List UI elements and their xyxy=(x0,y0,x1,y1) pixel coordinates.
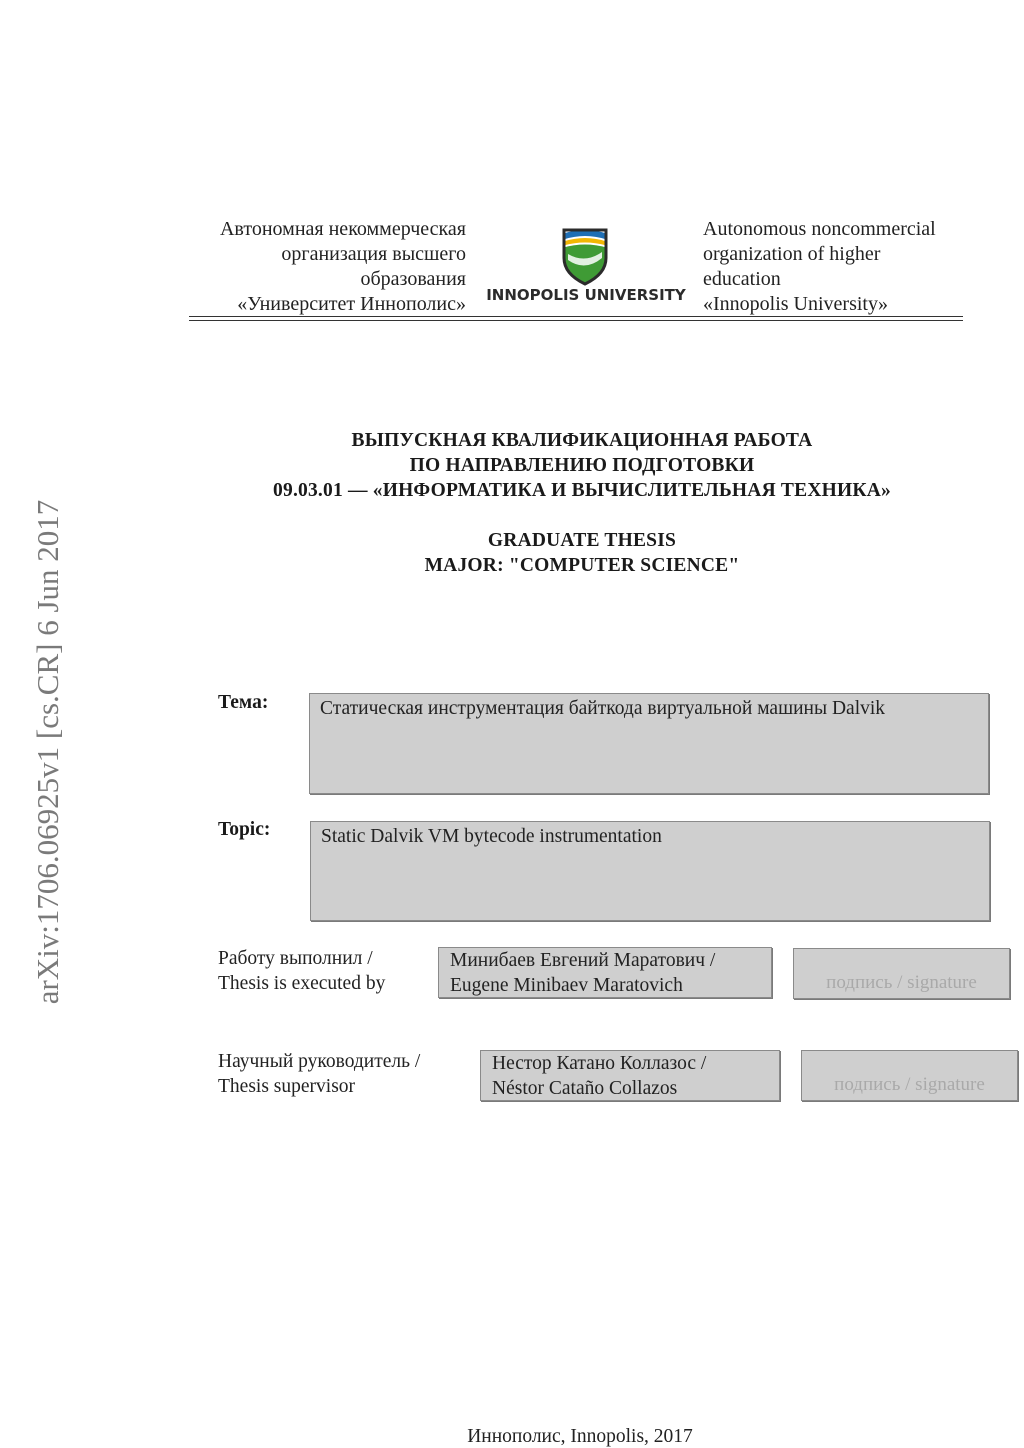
arxiv-side-stamp: arXiv:1706.06925v1 [cs.CR] 6 Jun 2017 xyxy=(30,499,65,1005)
header-ru-line: Автономная некоммерческая xyxy=(219,218,466,240)
header-org-en xyxy=(703,217,973,317)
header-en-line: «Innopolis University» xyxy=(703,293,888,315)
signature-placeholder: подпись / signature xyxy=(834,1074,985,1095)
en-title-line: GRADUATE THESIS xyxy=(487,530,677,551)
header-rule xyxy=(189,320,963,321)
supervisor-name-line: Нестор Катано Коллазос / xyxy=(492,1053,707,1074)
supervisor-label xyxy=(218,1049,420,1099)
supervisor-name-line: Néstor Cataño Collazos xyxy=(492,1078,678,1099)
executed-by-name-field xyxy=(438,947,772,998)
header-ru-line: организация высшего xyxy=(281,243,466,265)
footer-place-year: Иннополис, Innopolis, 2017 xyxy=(467,1426,693,1447)
tema-label: Тема: xyxy=(218,692,269,713)
topic-value: Static Dalvik VM bytecode instrumentation xyxy=(321,826,662,847)
supervisor-label-line: Научный руководитель / xyxy=(218,1051,421,1072)
supervisor-signature-field xyxy=(801,1050,1018,1101)
signature-placeholder: подпись / signature xyxy=(826,972,977,993)
header-en-line: organization of higher xyxy=(703,243,881,265)
ru-title-line: ВЫПУСКНАЯ КВАЛИФИКАЦИОННАЯ РАБОТА xyxy=(351,430,813,451)
ru-title-line: 09.03.01 — «ИНФОРМАТИКА И ВЫЧИСЛИТЕЛЬНАЯ ТЕХНИКА» xyxy=(273,480,891,501)
supervisor-label-line: Thesis supervisor xyxy=(218,1076,356,1097)
tema-value: Статическая инструментация байткода виртуальной машины Dalvik xyxy=(320,698,886,719)
executed-name-line: Eugene Minibaev Maratovich xyxy=(450,975,683,996)
logo-wordmark: INNOPOLIS UNIVERSITY xyxy=(486,286,686,304)
executed-label-line: Работу выполнил / xyxy=(218,948,373,969)
ru-thesis-title xyxy=(0,428,1024,503)
topic-label: Topic: xyxy=(218,819,271,840)
header-ru-line: образования xyxy=(360,268,466,290)
header-en-line: education xyxy=(703,268,781,290)
executed-name-line: Минибаев Евгений Маратович / xyxy=(450,950,716,971)
ru-title-line: ПО НАПРАВЛЕНИЮ ПОДГОТОВКИ xyxy=(409,455,755,476)
header-en-line: Autonomous noncommercial xyxy=(703,218,936,240)
innopolis-logo xyxy=(486,224,686,308)
shield-logo-icon xyxy=(486,224,686,308)
header-ru-line: «Университет Иннополис» xyxy=(237,293,466,315)
header-org-ru xyxy=(186,217,466,317)
executed-signature-field xyxy=(793,948,1010,999)
supervisor-name-field xyxy=(480,1050,780,1101)
en-thesis-title xyxy=(0,528,1024,578)
header-rule xyxy=(189,316,963,317)
executed-by-label xyxy=(218,946,385,996)
executed-label-line: Thesis is executed by xyxy=(218,973,386,994)
en-title-line: MAJOR: "COMPUTER SCIENCE" xyxy=(424,555,740,576)
tema-field xyxy=(309,693,989,794)
topic-field xyxy=(310,821,990,921)
